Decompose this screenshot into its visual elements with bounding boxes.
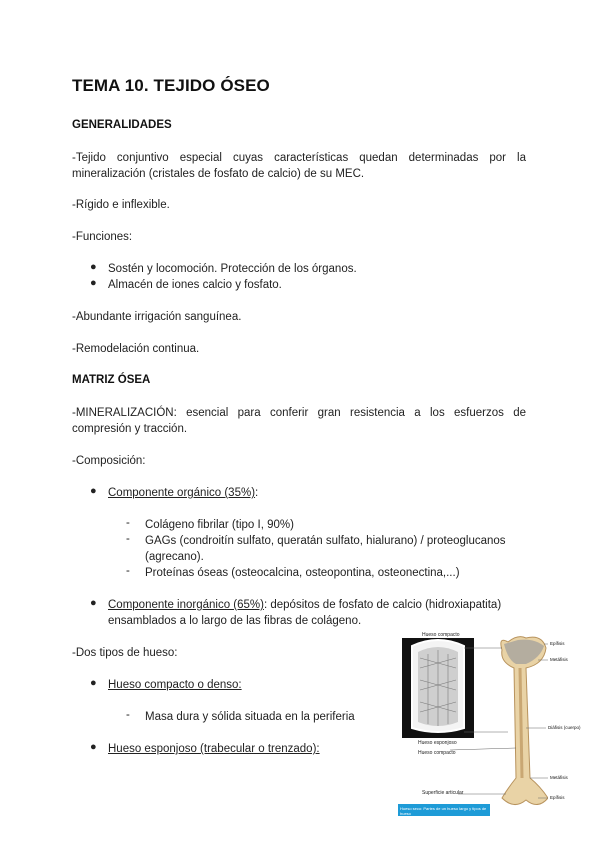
compacto-sublist xyxy=(126,709,396,725)
paragraph-rigid: -Rígido e inflexible. xyxy=(72,199,170,211)
organico-item-1: Colágeno fibrilar (tipo I, 90%) xyxy=(145,519,294,531)
definition-line-1: -Tejido conjuntivo especial cuyas características quedan determinadas por la xyxy=(72,152,526,164)
inorganico-line-2: ensamblados a lo largo de las fibras de colágeno. xyxy=(108,615,362,627)
esponjoso-label: Hueso esponjoso (trabecular o trenzado): xyxy=(108,743,320,755)
figure-caption: Hueso seco: Partes de un hueso largo y tipos de hueso xyxy=(400,806,487,816)
list-item-organico xyxy=(90,485,530,501)
paragraph-tipos: -Dos tipos de hueso: xyxy=(72,647,178,659)
label-metafisis-2: Metáfisis xyxy=(550,775,568,780)
inorganico-line-1 xyxy=(108,597,530,613)
bullet-icon: ● xyxy=(90,741,97,753)
label-hueso-compacto-top: Hueso compacto xyxy=(422,632,460,638)
paragraph-irrigacion: -Abundante irrigación sanguínea. xyxy=(72,311,242,323)
paragraph-definition xyxy=(72,150,526,182)
paragraph-composicion: -Composición: xyxy=(72,455,146,467)
heading-matriz: MATRIZ ÓSEA xyxy=(72,374,151,386)
list-item xyxy=(126,517,532,533)
list-item-compacto xyxy=(90,677,390,693)
label-epifisis: Epífisis xyxy=(550,641,565,646)
dash-icon: - xyxy=(126,533,130,545)
organico-item-2: GAGs (condroitín sulfato, queratán sulfato, hialurano) / proteoglucanos xyxy=(145,535,506,547)
list-item-inorganico xyxy=(90,597,530,629)
page-title: TEMA 10. TEJIDO ÓSEO xyxy=(72,76,270,95)
bullet-icon: ● xyxy=(90,677,97,689)
inorganico-label: Componente inorgánico (65%) xyxy=(108,599,264,611)
label-diafisis: Diáfisis (cuerpo) xyxy=(548,725,581,730)
mineralizacion-line-2: compresión y tracción. xyxy=(72,423,188,435)
compacto-label: Hueso compacto o denso: xyxy=(108,679,242,691)
label-epifisis-2: Epífisis xyxy=(550,795,565,800)
organico-item-2-cont: (agrecano). xyxy=(145,551,204,563)
organico-suffix: : xyxy=(255,487,259,499)
list-item-continuation xyxy=(126,549,532,565)
bullet-icon: ● xyxy=(90,277,97,289)
mineralizacion-line-1: -MINERALIZACIÓN: esencial para conferir gran resistencia a los esfuerzos de xyxy=(72,407,526,419)
compacto-item: Masa dura y sólida situada en la periferia xyxy=(145,711,355,723)
label-metafisis: Metáfisis xyxy=(550,657,568,662)
bullet-icon: ● xyxy=(90,485,97,497)
label-superficie-articular: Superficie articular xyxy=(422,790,464,796)
definition-line-2: mineralización (cristales de fosfato de calcio) de su MEC. xyxy=(72,168,365,180)
label-hueso-esponjoso: Hueso esponjoso xyxy=(418,740,457,746)
inorganico-text: : depósitos de fosfato de calcio (hidroxiapatita) xyxy=(263,599,502,611)
organico-item-3: Proteínas óseas (osteocalcina, osteopontina, osteonectina,...) xyxy=(145,567,460,579)
bullet-icon: ● xyxy=(90,597,97,609)
medullary-cavity xyxy=(520,668,522,778)
funciones-item-1: Sostén y locomoción. Protección de los órganos. xyxy=(108,263,357,275)
heading-generalidades: GENERALIDADES xyxy=(72,119,172,131)
funciones-item-2: Almacén de iones calcio y fosfato. xyxy=(108,279,282,291)
list-item xyxy=(126,565,532,581)
organico-label: Componente orgánico (35%) xyxy=(108,487,256,499)
label-hueso-compacto-bottom: Hueso compacto xyxy=(418,750,456,756)
bone-figure xyxy=(398,628,582,820)
dash-icon: - xyxy=(126,565,130,577)
paragraph-mineralizacion xyxy=(72,405,526,437)
organico-text xyxy=(108,485,258,501)
bullet-icon: ● xyxy=(90,261,97,273)
list-item-esponjoso xyxy=(90,741,390,757)
paragraph-funciones: -Funciones: xyxy=(72,231,133,243)
list-item xyxy=(126,533,532,549)
dash-icon: - xyxy=(126,517,130,529)
paragraph-remodelacion: -Remodelación continua. xyxy=(72,343,200,355)
organico-sublist xyxy=(126,517,532,581)
dash-icon: - xyxy=(126,709,130,721)
